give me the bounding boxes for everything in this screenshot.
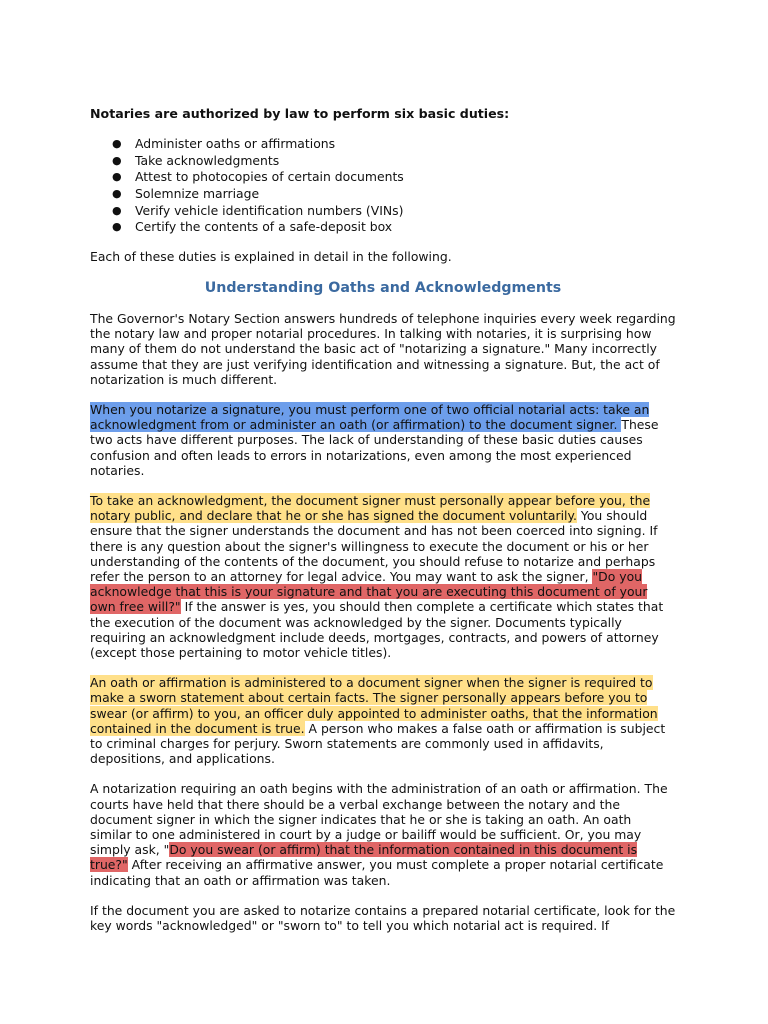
paragraph-governors-notary-section: The Governor's Notary Section answers hundreds of telephone inquiries every week regarding the notary law and proper notarial procedures. In talking with notaries, it is surprising how many of them do not understand the basic act of "notarizing a signature." Many incorrectly assume that they are just verifying identification and witnessing a signature. But, the act of notarization is much different.: [90, 310, 676, 387]
bullet-icon: ●: [112, 137, 122, 151]
paragraph-text: These two acts have different purposes. The lack of understanding of these basic duties causes confusion and often leads to errors in notarizations, even among the most experienced notaries.: [90, 417, 659, 478]
paragraph-text: After receiving an affirmative answer, you must complete a proper notarial certificate indicating that an oath or affirmation was taken.: [90, 857, 664, 888]
paragraph-official-acts: [90, 402, 676, 478]
list-item: [90, 219, 676, 236]
bullet-icon: ●: [112, 170, 122, 184]
duty-text: Attest to photocopies of certain documents: [135, 169, 404, 185]
document-page: [90, 106, 676, 948]
highlight-yellow: To take an acknowledgment, the document signer must personally appear before you, the notary public, and declare that he or she has signed the document voluntarily.: [90, 493, 651, 524]
duties-list: [90, 136, 676, 236]
duty-text: Solemnize marriage: [135, 185, 260, 201]
list-item: [90, 136, 676, 153]
duty-text: Take acknowledgments: [135, 152, 280, 168]
paragraph-text: A person who makes a false oath or affirmation is subject to criminal charges for perjury. Sworn statements are commonly used in affidavits, depositions, and applications.: [90, 720, 666, 767]
highlight-red: Do you swear (or affirm) that the information contained in this document is true?": [90, 842, 638, 873]
bullet-icon: ●: [112, 153, 122, 167]
list-item: [90, 153, 676, 170]
paragraph-text: You should ensure that the signer understands the document and has not been coerced into signing. If there is any question about the signer's willingness to execute the document or his or her understanding of the contents of the document, you should refuse to notarize and perhaps refer the person to an attorney for legal advice. You may want to ask the signer,: [90, 508, 658, 585]
bullet-icon: ●: [112, 186, 122, 200]
section-title: Understanding Oaths and Acknowledgments: [204, 279, 562, 296]
paragraph-text: A notarization requiring an oath begins with the administration of an oath or affirmation. The courts have held that there should be a verbal exchange between the notary and the document signer in which the signer indicates that he or she is taking an oath. An oath similar to one administered in court by a judge or bailiff would be sufficient. Or, you may simply ask, ": [90, 781, 668, 858]
highlight-yellow: An oath or affirmation is administered to a document signer when the signer is required to make a sworn statement about certain facts. The signer personally appears before you to swear (or affirm) to you, an officer duly appointed to administer oaths, that the information contained in the document is true.: [90, 675, 658, 736]
highlight-red: "Do you acknowledge that this is your signature and that you are executing this document of your own free will?": [90, 569, 648, 615]
paragraph-text: If the answer is yes, you should then complete a certificate which states that the execution of the document was acknowledged by the signer. Documents typically requiring an acknowledgment include deeds, mortgages, contracts, and powers of attorney (except those pertaining to motor vehicle titles).: [90, 599, 664, 661]
duty-text: Verify vehicle identification numbers (VINs): [135, 202, 404, 218]
bullet-icon: ●: [112, 220, 122, 234]
paragraph-acknowledgment: [90, 493, 676, 660]
paragraph-oath-notarization: [90, 781, 676, 887]
list-item: [90, 186, 676, 203]
duties-followup: Each of these duties is explained in detail in the following.: [90, 248, 452, 264]
highlight-blue: When you notarize a signature, you must perform one of two official notarial acts: take an acknowledgment from or administer an oath (or affirmation) to the document signer.: [90, 401, 650, 433]
paragraph-oath-affirmation: [90, 675, 676, 766]
paragraph-prepared-certificate: If the document you are asked to notarize contains a prepared notarial certificate, look for the key words "acknowledged" or "sworn to" to tell you which notarial act is required. If: [90, 902, 676, 934]
intro-heading: Notaries are authorized by law to perform six basic duties:: [90, 106, 510, 121]
duty-text: Certify the contents of a safe-deposit box: [135, 219, 393, 235]
list-item: [90, 203, 676, 220]
bullet-icon: ●: [112, 203, 122, 217]
duty-text: Administer oaths or affirmations: [135, 136, 336, 152]
list-item: [90, 169, 676, 186]
